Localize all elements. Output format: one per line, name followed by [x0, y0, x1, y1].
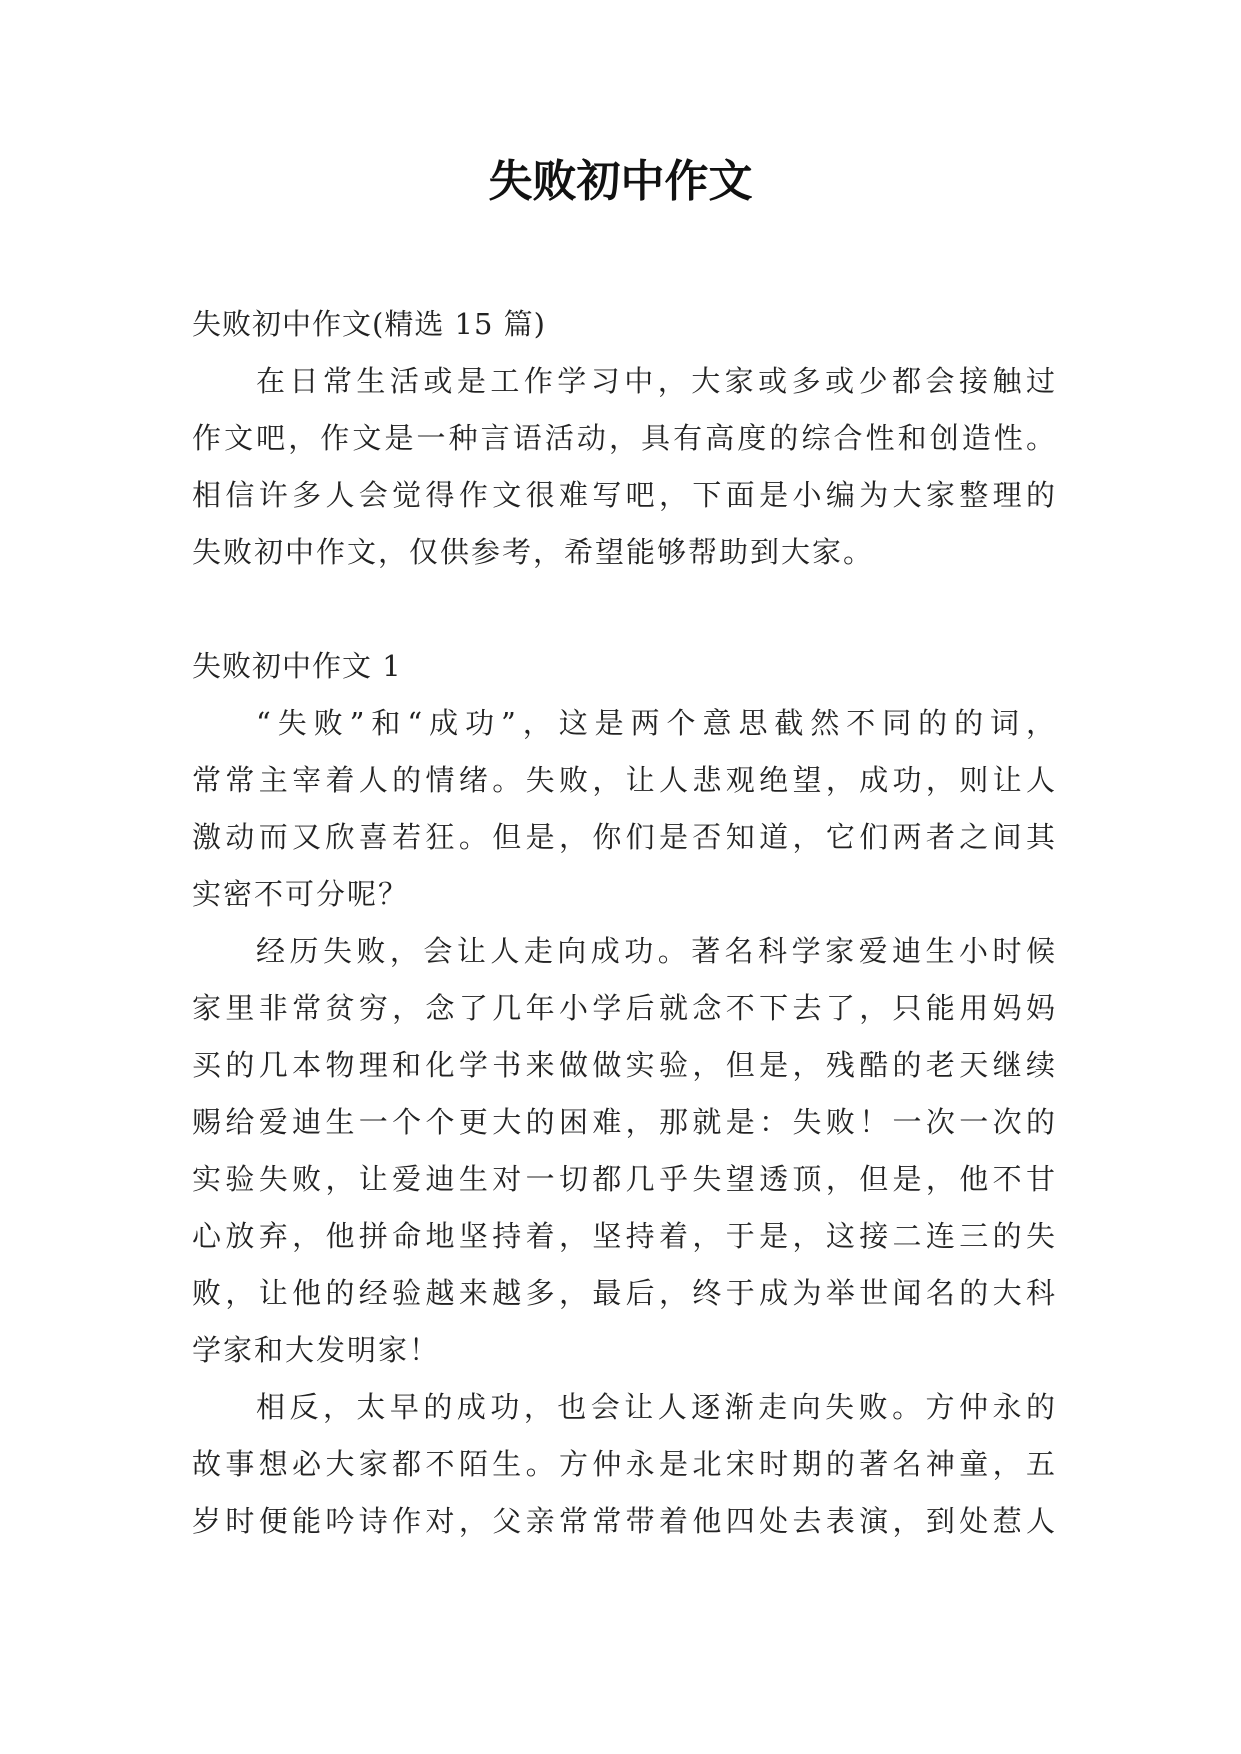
paragraph-line: “失败”和“成功”，这是两个意思截然不同的的词， [256, 706, 1057, 740]
essay-paragraph-2 [192, 923, 1057, 1379]
paragraph-line: 激动而又欣喜若狂。但是，你们是否知道，它们两者之间其 [192, 820, 1057, 854]
paragraph-line: 相信许多人会觉得作文很难写吧，下面是小编为大家整理的 [192, 478, 1057, 512]
document-title: 失败初中作文 [488, 156, 753, 207]
paragraph-line: 家里非常贫穷，念了几年小学后就念不下去了，只能用妈妈 [192, 991, 1057, 1025]
collection-heading: 失败初中作文(精选 15 篇) [192, 307, 546, 341]
essay-paragraph-3 [192, 1379, 1057, 1550]
paragraph-line: 赐给爱迪生一个个更大的困难，那就是：失败！一次一次的 [192, 1105, 1057, 1139]
paragraph-line: 相反，太早的成功，也会让人逐渐走向失败。方仲永的 [256, 1390, 1057, 1424]
document-body [192, 296, 1057, 1550]
paragraph-line: 买的几本物理和化学书来做做实验，但是，残酷的老天继续 [192, 1048, 1057, 1082]
paragraph-line: 实验失败，让爱迪生对一切都几乎失望透顶，但是，他不甘 [192, 1162, 1057, 1196]
section-spacer [192, 581, 1057, 638]
paragraph-line: 在日常生活或是工作学习中，大家或多或少都会接触过 [256, 364, 1057, 398]
essay-paragraph-1 [192, 695, 1057, 923]
paragraph-line: 学家和大发明家！ [192, 1333, 441, 1367]
intro-paragraph [192, 353, 1057, 581]
paragraph-line: 常常主宰着人的情绪。失败，让人悲观绝望，成功，则让人 [192, 763, 1057, 797]
paragraph-line: 失败初中作文，仅供参考，希望能够帮助到大家。 [192, 535, 875, 569]
paragraph-line: 实密不可分呢？ [192, 877, 410, 911]
paragraph-line: 作文吧，作文是一种言语活动，具有高度的综合性和创造性。 [192, 421, 1057, 455]
paragraph-line: 故事想必大家都不陌生。方仲永是北宋时期的著名神童，五 [192, 1447, 1057, 1481]
paragraph-line: 败，让他的经验越来越多，最后，终于成为举世闻名的大科 [192, 1276, 1057, 1310]
paragraph-line: 岁时便能吟诗作对，父亲常常带着他四处去表演，到处惹人 [192, 1504, 1057, 1538]
essay-heading: 失败初中作文 1 [192, 649, 402, 683]
paragraph-line: 经历失败，会让人走向成功。著名科学家爱迪生小时候 [256, 934, 1057, 968]
paragraph-line: 心放弃，他拼命地坚持着，坚持着，于是，这接二连三的失 [192, 1219, 1057, 1253]
